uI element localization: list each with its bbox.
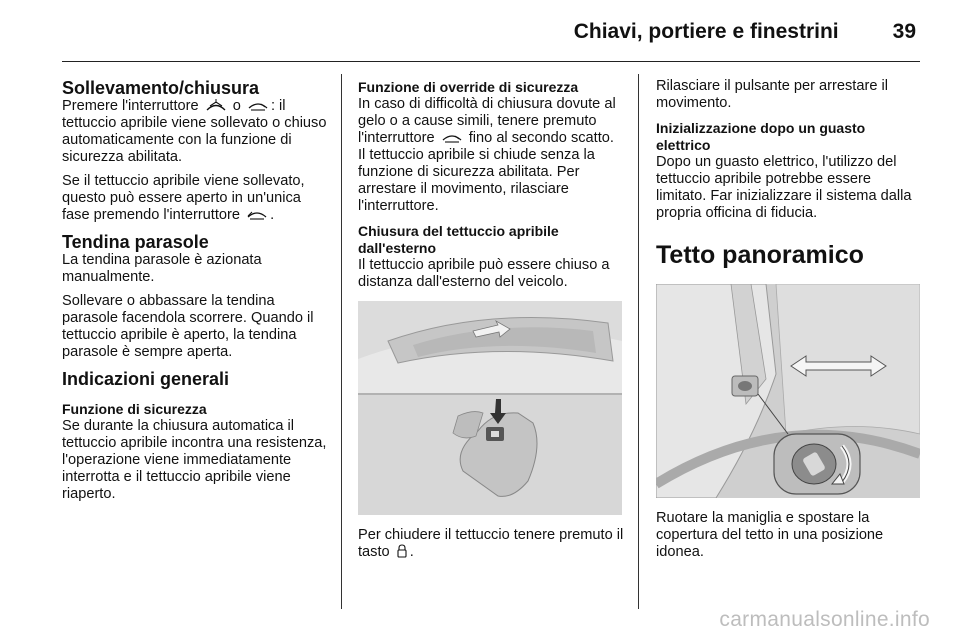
page-number: 39 — [892, 20, 916, 43]
paragraph: La tendina parasole è azionata manualmente. — [62, 252, 262, 285]
paragraph: Rilasciare il pulsante per arrestare il movimento. — [656, 78, 888, 111]
paragraph: Per chiudere il tettuccio tenere premuto il tasto . — [358, 527, 624, 560]
section-title-tetto-panoramico: Tetto panoramico — [656, 241, 864, 269]
paragraph: Dopo un guasto elettrico, l'utilizzo del tettuccio apribile potrebbe essere limitato. Far inizializzare il sistema dalla propria officina di fiducia. — [656, 154, 912, 221]
subsection-title-sicurezza: Funzione di sicurezza — [62, 401, 207, 417]
watermark: carmanualsonline.info — [719, 608, 930, 631]
column-divider — [341, 74, 342, 609]
page-title: Chiavi, portiere e finestrini — [573, 20, 839, 43]
column-divider — [638, 74, 639, 609]
section-title-indicazioni: Indicazioni generali — [62, 369, 230, 389]
section-title-tendina: Tendina parasole — [62, 232, 209, 252]
sunroof-slide-icon — [441, 130, 463, 144]
column-middle — [358, 74, 624, 568]
paragraph: Il tettuccio apribile può essere chiuso a distanza dall'esterno del veicolo. — [358, 257, 610, 290]
page-header — [574, 20, 916, 44]
paragraph: Ruotare la maniglia e spostare la copertura del tetto in una posizione idonea. — [656, 510, 884, 560]
panoramic-roof-illustration — [656, 284, 920, 498]
paragraph: Se durante la chiusura automatica il tettuccio apribile incontra una resistenza, l'operazione viene immediatamente interrotta e il tettuccio apribile viene riaperto. — [62, 418, 327, 502]
sunroof-tilt-icon — [205, 98, 227, 112]
sunroof-slide-icon — [247, 98, 269, 112]
subsection-title-override: Funzione di override di sicurezza — [358, 79, 579, 95]
key-remote-illustration — [358, 301, 622, 515]
paragraph: Sollevare o abbassare la tendina parasole facendola scorrere. Quando il tettuccio apribile è aperto, la tendina parasole è sempre aperta. — [62, 293, 314, 360]
paragraph: Se il tettuccio apribile viene sollevato, questo può essere aperto in un'unica fase premendo l'interruttore . — [62, 173, 305, 223]
header-rule — [62, 61, 920, 62]
paragraph: In caso di difficoltà di chiusura dovute al gelo o a cause simili, tenere premuto l'interruttore fino al secondo scatto. Il tettuccio apribile si chiude senza la funzione di sicurezza abilitata. Per arrestare il movimento, rilasciare l'interruttore. — [358, 96, 616, 214]
key-lock-button-icon — [396, 544, 408, 558]
paragraph: Premere l'interruttore o : il tettuccio apribile viene sollevato o chiuso automaticamente con la funzione di sicurezza abilitata. — [62, 98, 327, 165]
column-left — [62, 74, 330, 510]
sunroof-slide-icon — [246, 207, 268, 221]
section-title-sollevamento: Sollevamento/chiusura — [62, 78, 260, 98]
subsection-title-chiusura-esterno: Chiusura del tettuccio apribile dall'esterno — [358, 223, 559, 256]
subsection-title-inizializzazione: Inizializzazione dopo un guasto elettrico — [656, 120, 866, 153]
column-right — [656, 74, 922, 568]
